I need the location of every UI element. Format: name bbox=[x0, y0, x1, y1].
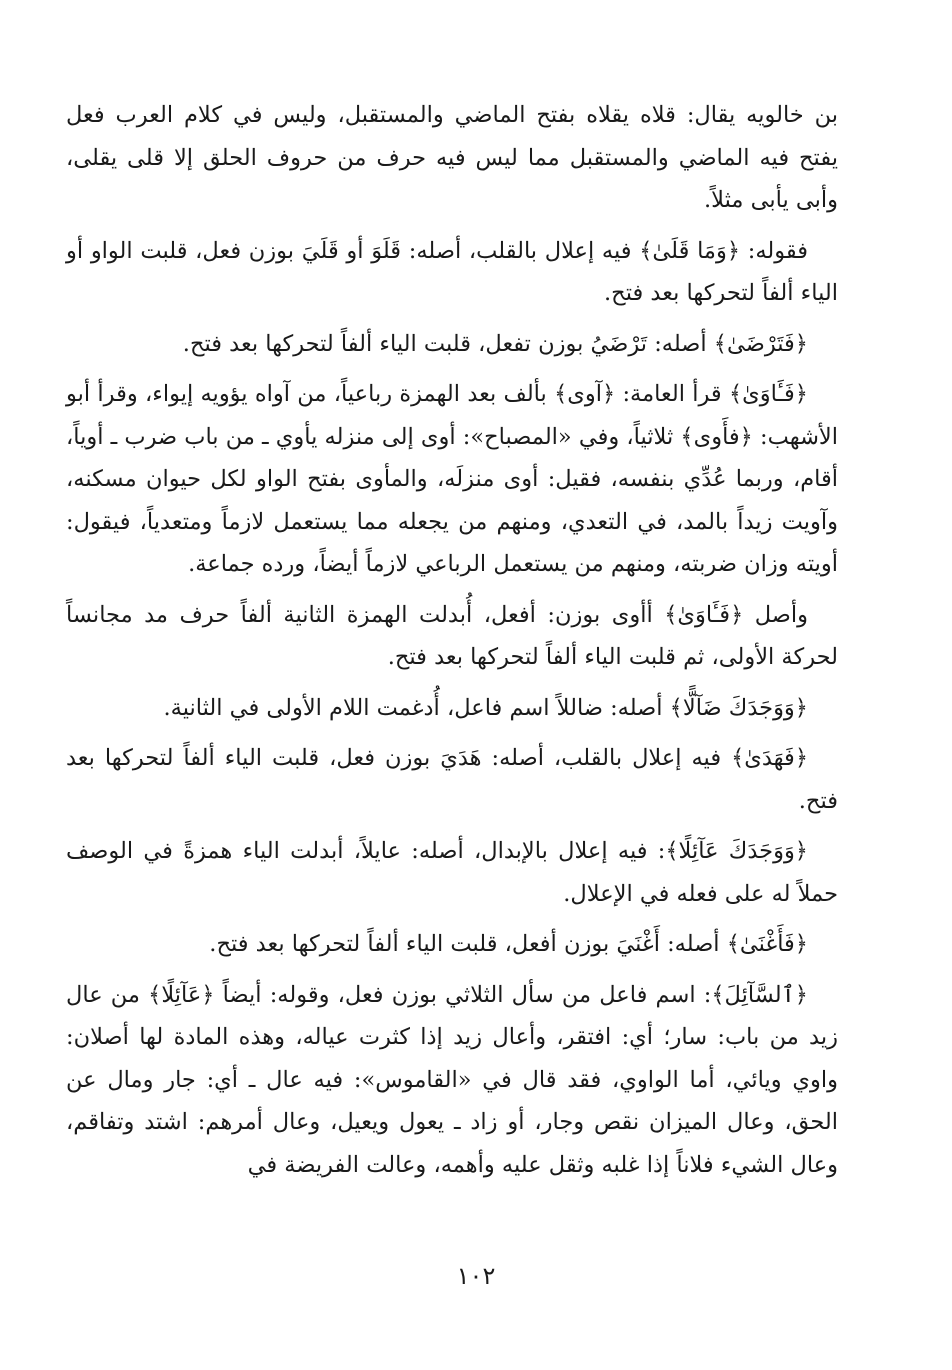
paragraph-faawa: ﴿فَـَٔاوَىٰ﴾ قرأ العامة: ﴿آوى﴾ بألف بعد الهمزة رباعياً، من آواه يؤويه إيواء، وقرأ أبو الأشهب: ﴿فأَوى﴾ ثلاثياً، وفي «المصباح»: أوى إلى منزله يأوي ـ من باب ضرب ـ أوياً، أقام، وربما عُدِّي بنفسه، فقيل: أوى منزلَه، والمأوى بفتح الواو لكل حيوان مسكنه، وآويت زيداً بالمد، في التعدي، ومنهم من يجعله مما يستعمل لازماً ومتعدياً، فيقول: أويته وزان ضربته، ومنهم من يستعمل الرباعي لازماً أيضاً، ورده جماعة. bbox=[66, 381, 838, 577]
paragraph-alsail: ﴿ٱلسَّآئِلَ﴾: اسم فاعل من سأل الثلاثي بوزن فعل، وقوله: أيضاً ﴿عَآئِلًا﴾ من عال زيد من باب: سار؛ أي: افتقر، وأعال زيد إذا كثرت عياله، وهذه المادة لها أصلان: واوي ويائي، أما الواوي، فقد قال في «القاموس»: فيه عال ـ أي: جار ومال عن الحق، وعال الميزان نقص وجار، أو زاد ـ يعول ويعيل، وعال أمرهم: اشتد وتفاقم، وعال الشيء فلاناً إذا غلبه وثقل عليه وأهمه، وعالت الفريضة في bbox=[66, 981, 838, 1178]
paragraph-fahada: ﴿فَهَدَىٰ﴾ فيه إعلال بالقلب، أصله: هَدَيَ بوزن فعل، قلبت الياء ألفاً لتحركها بعد فتح. bbox=[66, 745, 838, 814]
paragraph-continuation: بن خالويه يقال: قلاه يقلاه بفتح الماضي والمستقبل، وليس في كلام العرب فعل يفتح فيه الماضي والمستقبل مما ليس فيه حرف من حروف الحلق إلا قلى يقلى، وأبى يأبى مثلاً. bbox=[66, 102, 838, 213]
paragraph-ailan: ﴿وَوَجَدَكَ عَآئِلًا﴾: فيه إعلال بالإبدال، أصله: عايلاً، أبدلت الياء همزةً في الوصف حملاً له على فعله في الإعلال. bbox=[66, 838, 838, 907]
paragraph-faaghna: ﴿فَأَغْنَىٰ﴾ أصله: أَغْنَيَ بوزن أفعل، قلبت الياء ألفاً لتحركها بعد فتح. bbox=[209, 931, 808, 957]
page-number: ١٠٢ bbox=[456, 1262, 496, 1290]
paragraph-dallan: ﴿وَوَجَدَكَ ضَآلًّا﴾ أصله: ضاللاً اسم فاعل، أُدغمت اللام الأولى في الثانية. bbox=[163, 694, 808, 721]
body-text bbox=[66, 94, 838, 1194]
paragraph-asl-faawa: وأصل ﴿فَـَٔاوَىٰ﴾ أأوى بوزن: أفعل، أُبدلت الهمزة الثانية ألفاً حرف مد مجانساً لحركة الأولى، ثم قلبت الياء ألفاً لتحركها بعد فتح. bbox=[66, 601, 838, 670]
paragraph-wama-qala: فقوله: ﴿وَمَا قَلَىٰ﴾ فيه إعلال بالقلب، أصله: قَلَوَ أو قَلَيَ بوزن فعل، قلبت الواو أو الياء ألفاً لتحركها بعد فتح. bbox=[66, 237, 838, 306]
paragraph-fatarda: ﴿فَتَرْضَىٰ﴾ أصله: تَرْضَيُ بوزن تفعل، قلبت الياء ألفاً لتحركها بعد فتح. bbox=[182, 330, 808, 357]
